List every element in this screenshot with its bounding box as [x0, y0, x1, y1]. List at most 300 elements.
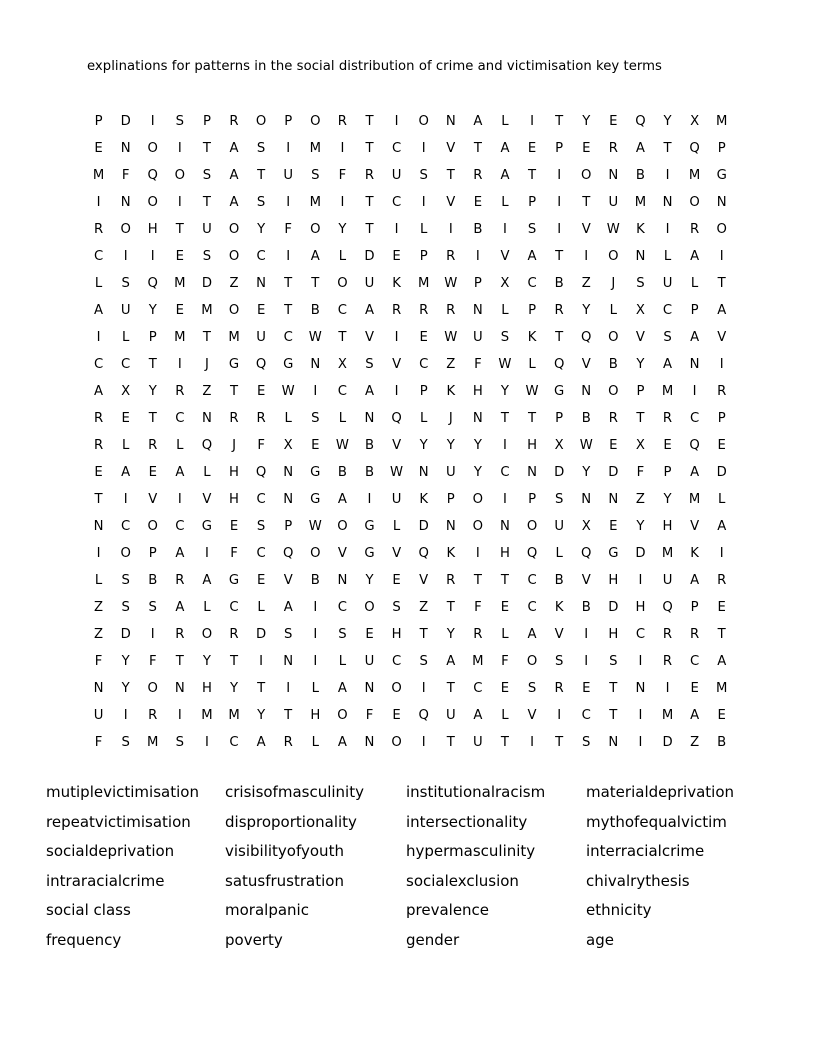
grid-cell[interactable]: L [501, 627, 509, 642]
grid-cell[interactable]: T [717, 276, 726, 291]
grid-cell[interactable]: F [338, 168, 347, 183]
grid-cell[interactable]: V [527, 708, 537, 723]
grid-cell[interactable]: S [500, 330, 510, 345]
grid-cell[interactable]: M [228, 708, 240, 723]
grid-cell[interactable]: L [203, 465, 211, 480]
grid-cell[interactable]: M [661, 546, 674, 561]
grid-cell[interactable]: D [554, 465, 565, 480]
grid-cell[interactable]: I [692, 384, 697, 399]
grid-cell[interactable]: V [392, 357, 402, 372]
grid-cell[interactable]: Y [121, 681, 130, 696]
grid-cell[interactable]: K [392, 276, 401, 291]
grid-cell[interactable]: D [120, 627, 131, 642]
grid-cell[interactable]: N [120, 141, 131, 156]
grid-cell[interactable]: B [364, 465, 375, 480]
grid-cell[interactable]: Z [202, 384, 212, 399]
grid-cell[interactable]: H [201, 681, 212, 696]
grid-cell[interactable]: R [93, 222, 104, 237]
grid-cell[interactable]: I [259, 654, 264, 669]
grid-cell[interactable]: I [421, 735, 426, 750]
grid-cell[interactable]: I [177, 708, 182, 723]
grid-cell[interactable]: I [475, 546, 480, 561]
grid-cell[interactable]: R [446, 303, 456, 318]
grid-cell[interactable]: I [584, 249, 589, 264]
grid-cell[interactable]: P [528, 303, 537, 318]
grid-cell[interactable]: O [689, 195, 700, 210]
grid-cell[interactable]: T [473, 141, 482, 156]
grid-cell[interactable]: C [690, 654, 700, 669]
word-list-item[interactable]: institutionalracism [406, 783, 546, 801]
grid-cell[interactable]: O [364, 600, 375, 615]
grid-cell[interactable]: T [284, 708, 293, 723]
grid-cell[interactable]: Q [418, 708, 429, 723]
grid-cell[interactable]: A [690, 573, 700, 588]
grid-cell[interactable]: T [582, 195, 591, 210]
grid-cell[interactable]: C [662, 303, 673, 318]
grid-cell[interactable]: C [419, 357, 429, 372]
grid-cell[interactable]: C [175, 411, 185, 426]
grid-cell[interactable]: B [554, 276, 564, 291]
grid-cell[interactable]: D [716, 465, 727, 480]
grid-cell[interactable]: I [421, 141, 426, 156]
grid-cell[interactable]: O [147, 681, 158, 696]
word-list-item[interactable]: ethnicity [586, 901, 652, 920]
grid-cell[interactable]: R [229, 114, 239, 129]
word-list-item[interactable]: visibilityofyouth [225, 842, 344, 861]
grid-cell[interactable]: O [310, 222, 321, 237]
grid-cell[interactable]: S [256, 519, 266, 534]
grid-cell[interactable]: I [394, 384, 399, 399]
grid-cell[interactable]: L [257, 600, 265, 615]
grid-cell[interactable]: Y [582, 303, 591, 318]
grid-cell[interactable]: L [94, 276, 103, 291]
grid-cell[interactable]: Q [662, 600, 673, 615]
word-list-item[interactable]: age [586, 930, 614, 949]
word-list-item[interactable]: intersectionality [406, 812, 528, 831]
grid-cell[interactable]: H [662, 519, 673, 534]
grid-cell[interactable]: I [313, 627, 318, 642]
grid-cell[interactable]: E [256, 303, 266, 318]
grid-cell[interactable]: N [310, 357, 321, 372]
grid-cell[interactable]: F [284, 222, 292, 237]
grid-cell[interactable]: I [475, 249, 480, 264]
grid-cell[interactable]: W [281, 384, 295, 399]
grid-cell[interactable]: T [365, 222, 374, 237]
grid-cell[interactable]: W [579, 438, 593, 453]
grid-cell[interactable]: N [93, 681, 104, 696]
word-list-item[interactable]: repeatvictimisation [46, 812, 191, 831]
grid-cell[interactable]: I [584, 627, 589, 642]
grid-cell[interactable]: I [340, 141, 345, 156]
grid-cell[interactable]: S [663, 330, 672, 345]
grid-cell[interactable]: B [473, 222, 483, 237]
grid-cell[interactable]: S [419, 168, 428, 183]
word-list-item[interactable]: frequency [46, 930, 122, 949]
grid-cell[interactable]: Y [229, 681, 239, 696]
grid-cell[interactable]: S [527, 681, 537, 696]
grid-cell[interactable]: I [557, 708, 562, 723]
grid-cell[interactable]: T [202, 330, 211, 345]
grid-cell[interactable]: A [717, 519, 727, 534]
grid-cell[interactable]: L [501, 195, 509, 210]
grid-cell[interactable]: X [581, 519, 591, 534]
grid-cell[interactable]: Z [635, 492, 645, 507]
grid-cell[interactable]: O [147, 519, 158, 534]
grid-cell[interactable]: P [528, 492, 537, 507]
grid-cell[interactable]: L [501, 303, 509, 318]
grid-cell[interactable]: Z [94, 627, 104, 642]
grid-cell[interactable]: T [94, 492, 103, 507]
grid-cell[interactable]: H [608, 627, 619, 642]
word-list-item[interactable]: disproportionality [225, 812, 357, 831]
grid-cell[interactable]: I [286, 141, 291, 156]
grid-cell[interactable]: M [716, 114, 728, 129]
grid-cell[interactable]: W [444, 276, 458, 291]
grid-cell[interactable]: N [93, 519, 104, 534]
grid-cell[interactable]: R [717, 384, 727, 399]
grid-cell[interactable]: H [229, 465, 239, 480]
grid-cell[interactable]: T [365, 141, 374, 156]
grid-cell[interactable]: M [309, 195, 321, 210]
grid-cell[interactable]: P [148, 330, 157, 345]
grid-cell[interactable]: I [584, 654, 589, 669]
grid-cell[interactable]: K [554, 600, 564, 615]
grid-cell[interactable]: T [500, 735, 509, 750]
grid-cell[interactable]: O [472, 519, 484, 534]
grid-cell[interactable]: P [717, 141, 726, 156]
grid-cell[interactable]: P [419, 384, 428, 399]
grid-cell[interactable]: I [313, 600, 318, 615]
grid-cell[interactable]: E [392, 573, 401, 588]
grid-cell[interactable]: Q [283, 546, 294, 561]
grid-cell[interactable]: L [501, 708, 509, 723]
grid-cell[interactable]: U [256, 330, 266, 345]
grid-cell[interactable]: I [313, 384, 318, 399]
grid-cell[interactable]: Y [121, 654, 130, 669]
grid-cell[interactable]: K [636, 222, 645, 237]
grid-cell[interactable]: N [337, 573, 348, 588]
grid-cell[interactable]: T [555, 735, 564, 750]
grid-cell[interactable]: M [174, 330, 186, 345]
grid-cell[interactable]: U [608, 195, 619, 210]
grid-cell[interactable]: A [310, 249, 320, 264]
grid-cell[interactable]: X [554, 438, 564, 453]
grid-cell[interactable]: I [421, 681, 426, 696]
grid-cell[interactable]: N [581, 492, 592, 507]
grid-cell[interactable]: M [634, 195, 647, 210]
grid-cell[interactable]: G [201, 519, 213, 534]
grid-cell[interactable]: W [308, 330, 322, 345]
grid-cell[interactable]: O [391, 735, 402, 750]
grid-cell[interactable]: S [609, 654, 618, 669]
grid-cell[interactable]: F [94, 654, 103, 669]
grid-cell[interactable]: L [121, 438, 130, 453]
grid-cell[interactable]: I [503, 438, 507, 453]
grid-cell[interactable]: A [635, 141, 645, 156]
grid-cell[interactable]: I [123, 249, 128, 264]
grid-cell[interactable]: E [148, 465, 157, 480]
grid-cell[interactable]: C [527, 600, 537, 615]
grid-cell[interactable]: Y [473, 438, 482, 453]
grid-cell[interactable]: C [391, 195, 402, 210]
grid-cell[interactable]: U [391, 168, 402, 183]
grid-cell[interactable]: S [392, 600, 401, 615]
grid-cell[interactable]: E [690, 681, 699, 696]
grid-cell[interactable]: Z [419, 600, 429, 615]
grid-cell[interactable]: N [283, 654, 294, 669]
grid-cell[interactable]: Y [365, 573, 374, 588]
grid-cell[interactable]: C [500, 465, 510, 480]
grid-cell[interactable]: P [284, 519, 293, 534]
grid-cell[interactable]: L [311, 735, 319, 750]
grid-cell[interactable]: R [717, 573, 727, 588]
grid-cell[interactable]: C [93, 249, 104, 264]
grid-cell[interactable]: A [690, 465, 700, 480]
grid-cell[interactable]: T [311, 276, 320, 291]
grid-cell[interactable]: N [256, 276, 267, 291]
grid-cell[interactable]: M [228, 330, 240, 345]
grid-cell[interactable]: R [364, 168, 375, 183]
grid-cell[interactable]: S [554, 492, 564, 507]
grid-cell[interactable]: M [472, 654, 484, 669]
grid-cell[interactable]: T [663, 141, 672, 156]
grid-cell[interactable]: R [175, 627, 185, 642]
grid-cell[interactable]: B [148, 573, 158, 588]
grid-cell[interactable]: R [256, 411, 266, 426]
grid-cell[interactable]: E [717, 438, 726, 453]
grid-cell[interactable]: U [662, 573, 673, 588]
word-list-item[interactable]: satusfrustration [225, 871, 344, 890]
grid-cell[interactable]: E [175, 249, 184, 264]
grid-cell[interactable]: T [284, 303, 293, 318]
grid-cell[interactable]: N [608, 492, 619, 507]
grid-cell[interactable]: T [446, 681, 455, 696]
grid-cell[interactable]: I [177, 195, 182, 210]
grid-cell[interactable]: V [283, 573, 293, 588]
grid-cell[interactable]: V [446, 141, 456, 156]
grid-cell[interactable]: L [311, 681, 319, 696]
grid-cell[interactable]: E [121, 411, 130, 426]
grid-cell[interactable]: T [284, 276, 293, 291]
grid-cell[interactable]: Y [663, 114, 672, 129]
grid-cell[interactable]: R [419, 303, 429, 318]
grid-cell[interactable]: G [228, 357, 240, 372]
grid-cell[interactable]: T [148, 411, 157, 426]
grid-cell[interactable]: V [500, 249, 510, 264]
grid-cell[interactable]: E [256, 573, 266, 588]
grid-cell[interactable]: G [554, 384, 565, 399]
grid-cell[interactable]: G [310, 492, 321, 507]
grid-cell[interactable]: U [364, 654, 375, 669]
grid-cell[interactable]: N [283, 492, 294, 507]
grid-cell[interactable]: Q [689, 141, 700, 156]
grid-cell[interactable]: C [337, 384, 347, 399]
grid-cell[interactable]: L [338, 654, 347, 669]
grid-cell[interactable]: C [256, 492, 266, 507]
grid-cell[interactable]: P [446, 492, 455, 507]
grid-cell[interactable]: E [256, 384, 266, 399]
grid-cell[interactable]: S [121, 573, 130, 588]
grid-cell[interactable]: A [364, 303, 374, 318]
grid-cell[interactable]: D [364, 249, 375, 264]
grid-cell[interactable]: R [148, 708, 158, 723]
grid-cell[interactable]: C [473, 681, 483, 696]
grid-cell[interactable]: T [175, 222, 184, 237]
grid-cell[interactable]: T [419, 627, 428, 642]
grid-cell[interactable]: V [446, 195, 456, 210]
grid-cell[interactable]: A [337, 735, 347, 750]
grid-cell[interactable]: I [719, 357, 724, 372]
grid-cell[interactable]: X [283, 438, 293, 453]
grid-cell[interactable]: O [337, 519, 348, 534]
grid-cell[interactable]: M [201, 303, 213, 318]
grid-cell[interactable]: I [503, 492, 507, 507]
grid-cell[interactable]: B [554, 573, 564, 588]
grid-cell[interactable]: D [120, 114, 131, 129]
grid-cell[interactable]: P [528, 195, 537, 210]
grid-cell[interactable]: V [364, 330, 374, 345]
grid-cell[interactable]: O [201, 627, 213, 642]
grid-cell[interactable]: O [581, 168, 592, 183]
word-list-item[interactable]: prevalence [406, 901, 490, 920]
grid-cell[interactable]: I [96, 195, 101, 210]
grid-cell[interactable]: L [663, 249, 672, 264]
grid-cell[interactable]: E [311, 438, 320, 453]
grid-cell[interactable]: R [337, 114, 347, 129]
grid-cell[interactable]: N [635, 681, 646, 696]
grid-cell[interactable]: E [94, 465, 103, 480]
grid-cell[interactable]: I [719, 546, 724, 561]
grid-cell[interactable]: R [446, 249, 456, 264]
grid-cell[interactable]: M [661, 708, 674, 723]
grid-cell[interactable]: F [148, 654, 157, 669]
grid-cell[interactable]: N [716, 195, 727, 210]
grid-cell[interactable]: S [148, 600, 157, 615]
grid-cell[interactable]: N [445, 114, 456, 129]
grid-cell[interactable]: N [608, 168, 619, 183]
grid-cell[interactable]: C [527, 573, 537, 588]
grid-cell[interactable]: E [582, 681, 591, 696]
word-list-item[interactable]: chivalrythesis [586, 871, 690, 890]
grid-cell[interactable]: C [256, 546, 266, 561]
grid-cell[interactable]: T [175, 654, 184, 669]
grid-cell[interactable]: G [228, 573, 240, 588]
grid-cell[interactable]: W [390, 465, 404, 480]
grid-cell[interactable]: A [690, 330, 700, 345]
grid-cell[interactable]: R [554, 681, 564, 696]
grid-cell[interactable]: A [663, 357, 673, 372]
grid-cell[interactable]: E [663, 438, 672, 453]
grid-cell[interactable]: S [311, 411, 320, 426]
grid-cell[interactable]: S [284, 627, 293, 642]
grid-cell[interactable]: Y [500, 384, 509, 399]
grid-cell[interactable]: I [286, 249, 291, 264]
grid-cell[interactable]: A [175, 600, 185, 615]
word-list-item[interactable]: interracialcrime [586, 842, 705, 861]
grid-cell[interactable]: K [419, 492, 428, 507]
grid-cell[interactable]: C [635, 627, 646, 642]
word-list-item[interactable]: hypermasculinity [406, 842, 536, 861]
grid-cell[interactable]: A [202, 573, 212, 588]
grid-cell[interactable]: O [147, 141, 158, 156]
grid-cell[interactable]: H [229, 492, 239, 507]
grid-cell[interactable]: S [121, 276, 130, 291]
grid-cell[interactable]: P [690, 303, 699, 318]
grid-cell[interactable]: N [662, 195, 673, 210]
grid-cell[interactable]: U [445, 708, 456, 723]
grid-cell[interactable]: T [148, 357, 157, 372]
grid-cell[interactable]: N [201, 411, 212, 426]
grid-cell[interactable]: S [175, 114, 185, 129]
grid-cell[interactable]: X [337, 357, 347, 372]
grid-cell[interactable]: R [662, 654, 673, 669]
grid-cell[interactable]: E [500, 681, 510, 696]
grid-cell[interactable]: W [308, 519, 322, 534]
grid-cell[interactable]: Y [663, 492, 672, 507]
grid-cell[interactable]: F [94, 735, 103, 750]
grid-cell[interactable]: M [417, 276, 430, 291]
word-list-item[interactable]: social class [46, 901, 131, 920]
grid-cell[interactable]: F [230, 546, 238, 561]
grid-cell[interactable]: I [638, 735, 643, 750]
grid-cell[interactable]: S [311, 168, 320, 183]
word-list-item[interactable]: materialdeprivation [586, 783, 735, 801]
grid-cell[interactable]: I [204, 735, 209, 750]
grid-cell[interactable]: N [581, 384, 592, 399]
grid-cell[interactable]: A [364, 384, 374, 399]
grid-cell[interactable]: O [147, 195, 158, 210]
grid-cell[interactable]: U [202, 222, 212, 237]
grid-cell[interactable]: U [283, 168, 294, 183]
grid-cell[interactable]: M [174, 276, 186, 291]
grid-cell[interactable]: I [557, 168, 562, 183]
grid-cell[interactable]: L [338, 249, 347, 264]
grid-cell[interactable]: L [203, 600, 211, 615]
grid-cell[interactable]: I [367, 492, 372, 507]
grid-cell[interactable]: I [123, 708, 128, 723]
grid-cell[interactable]: C [283, 330, 293, 345]
grid-cell[interactable]: S [338, 627, 347, 642]
grid-cell[interactable]: T [528, 168, 537, 183]
grid-cell[interactable]: O [174, 168, 186, 183]
grid-cell[interactable]: Q [391, 411, 402, 426]
grid-cell[interactable]: X [121, 384, 131, 399]
grid-cell[interactable]: F [365, 708, 374, 723]
grid-cell[interactable]: S [175, 735, 185, 750]
grid-cell[interactable]: T [365, 195, 374, 210]
grid-cell[interactable]: V [419, 573, 429, 588]
grid-cell[interactable]: A [229, 168, 239, 183]
grid-cell[interactable]: A [256, 735, 266, 750]
grid-cell[interactable]: K [527, 330, 537, 345]
grid-cell[interactable]: T [528, 411, 537, 426]
grid-cell[interactable]: N [527, 465, 537, 480]
grid-cell[interactable]: K [446, 384, 456, 399]
grid-cell[interactable]: B [717, 735, 727, 750]
grid-cell[interactable]: O [526, 654, 538, 669]
grid-cell[interactable]: N [689, 357, 700, 372]
grid-cell[interactable]: P [94, 114, 103, 129]
grid-cell[interactable]: I [96, 330, 101, 345]
grid-cell[interactable]: T [446, 168, 455, 183]
grid-cell[interactable]: Q [201, 438, 213, 453]
grid-cell[interactable]: D [608, 465, 619, 480]
grid-cell[interactable]: L [690, 276, 699, 291]
grid-cell[interactable]: O [255, 114, 267, 129]
grid-cell[interactable]: E [365, 627, 374, 642]
grid-cell[interactable]: T [500, 573, 509, 588]
grid-cell[interactable]: L [501, 114, 509, 129]
